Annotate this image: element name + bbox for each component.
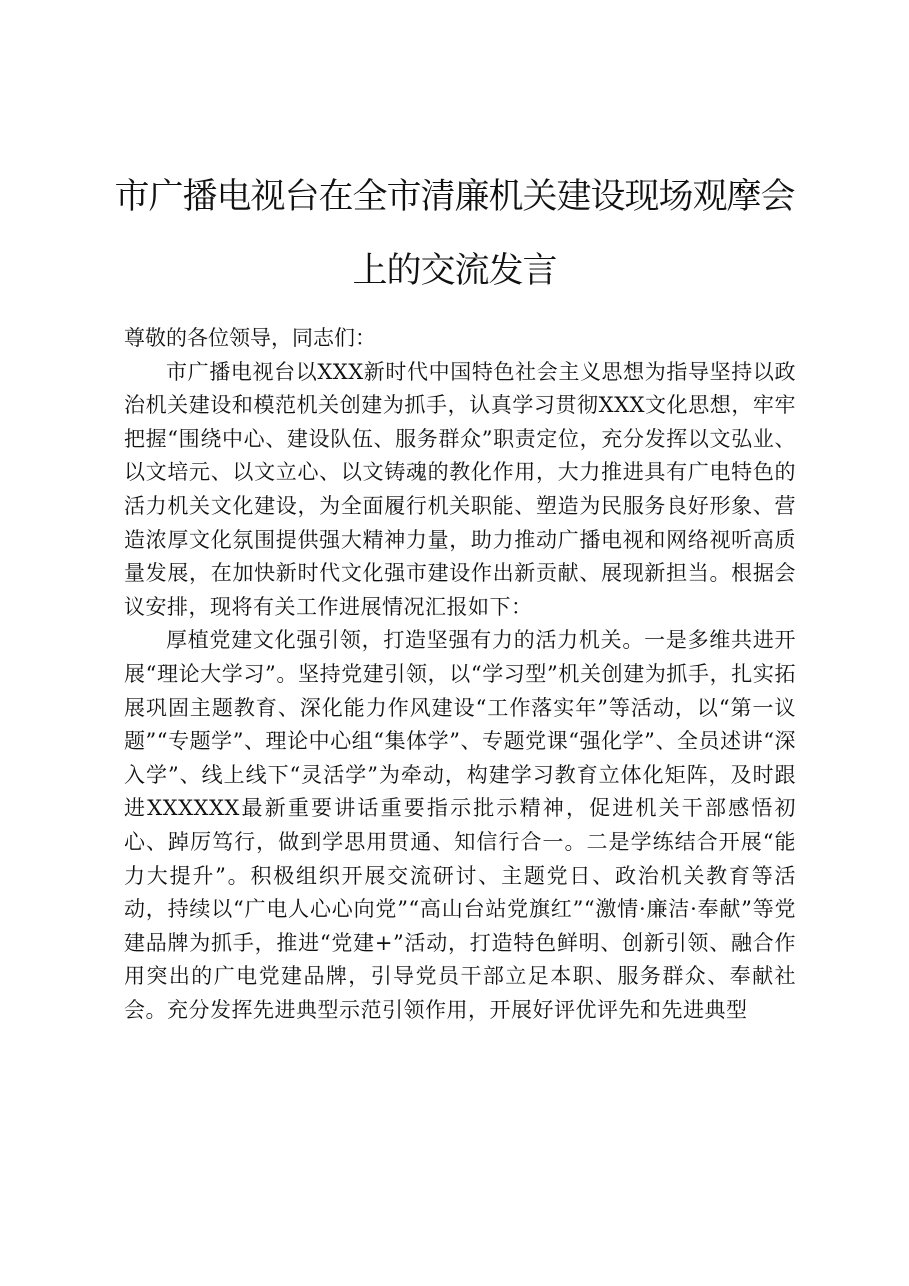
- document-title: [100, 160, 809, 308]
- title-line-1: 市广播电视台在全市清廉机关建设现场观摩会: [114, 177, 795, 217]
- paragraph-party-building: 厚植党建文化强引领，打造坚强有力的活力机关。一是多维共进开展“理论大学习”。坚持党建引领，以“学习型”机关创建为抓手，扎实拓展巩固主题教育、深化能力作风建设“工作落实年”等活动，以“第一议题”“专题学”、理论中心组“集体学”、专题党课“强化学”、全员述讲“深入学”、线上线下“灵活学”为牵动，构建学习教育立体化矩阵，及时跟进XXXXXX最新重要讲话重要指示批示精神，促进机关干部感悟初心、踔厉笃行，做到学思用贯通、知信行合一。二是学练结合开展“能力大提升”。积极组织开展交流研讨、主题党日、政治机关教育等活动，持续以“广电人心心向党”“高山台站党旗红”“激情·廉洁·奉献”等党建品牌为抓手，推进“党建+”活动，打造特色鲜明、创新引领、融合作用突出的广电党建品牌，引导党员干部立足本职、服务群众、奉献社会。充分发挥先进典型示范引领作用，开展好评优评先和先进典型: [124, 628, 796, 1022]
- salutation: 尊敬的各位领导，同志们：: [124, 326, 376, 350]
- document-body: [124, 322, 796, 1027]
- paragraph-intro: 市广播电视台以XXX新时代中国特色社会主义思想为指导坚持以政治机关建设和模范机关创建为抓手，认真学习贯彻XXX文化思想，牢牢把握“围绕中心、建设队伍、服务群众”职责定位，充分发挥以文弘业、以文培元、以文立心、以文铸魂的教化作用，大力推进具有广电特色的活力机关文化建设，为全面履行机关职能、塑造为民服务良好形象、营造浓厚文化氛围提供强大精神力量，助力推动广播电视和网络视听高质量发展，在加快新时代文化强市建设作出新贡献、展现新担当。根据会议安排，现将有关工作进展情况汇报如下：: [124, 359, 796, 619]
- title-line-2: 上的交流发言: [352, 251, 557, 291]
